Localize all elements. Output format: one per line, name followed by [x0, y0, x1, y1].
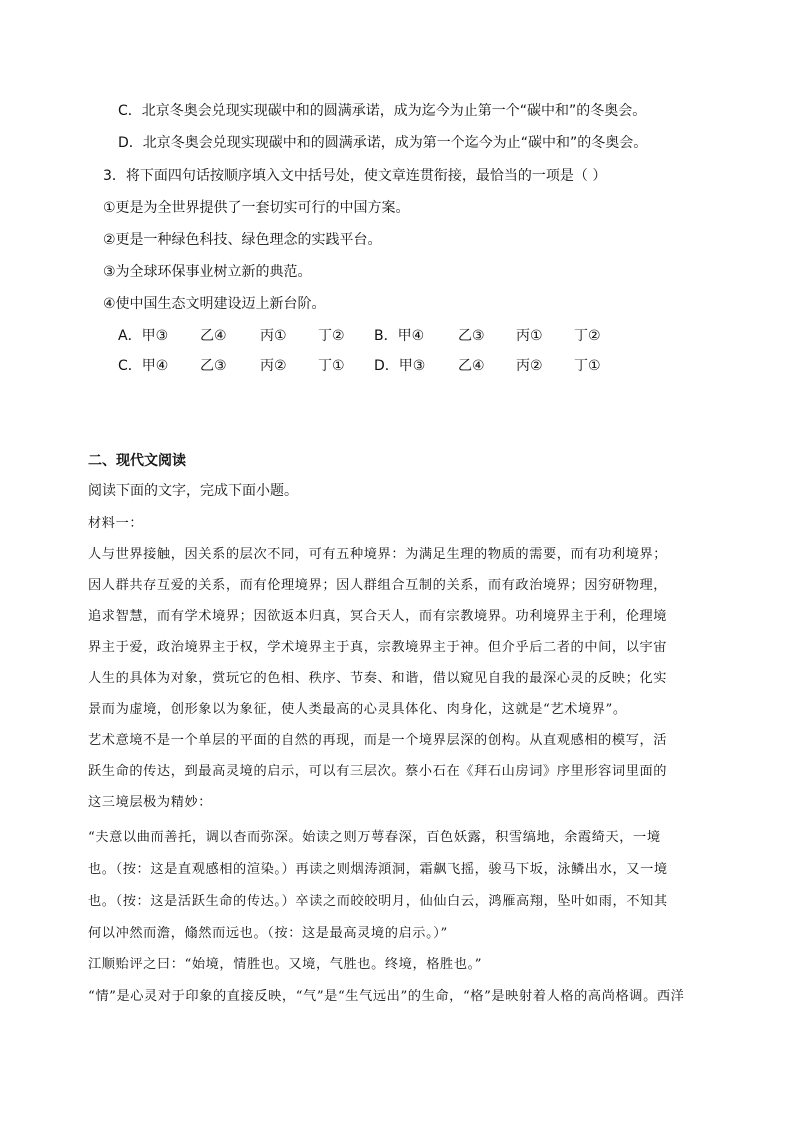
choice-a-bing: 丙① — [260, 328, 287, 344]
material-label: 材料一： — [88, 516, 144, 531]
question3-sentence-1: ①更是为全世界提供了一套切实可行的中国方案。 — [103, 200, 410, 216]
choice-c-label: C．甲④ — [118, 358, 169, 374]
choice-d-bing: 丙② — [516, 358, 543, 374]
choice-b-label: B．甲④ — [374, 328, 425, 344]
passage-line-9: 这三境层极为精妙： — [88, 795, 213, 810]
choice-c-bing: 丙② — [260, 358, 287, 374]
choice-a-label: A．甲③ — [118, 328, 169, 344]
question3-sentence-4: ④使中国生态文明建设迈上新台阶。 — [103, 296, 326, 312]
passage-line-12: 也。（按：这是活跃生命的传达。）卒读之而皎皎明月，仙仙白云，鸿雁高翔，坠叶如雨，不知其 — [88, 894, 668, 909]
passage-line-2: 因人群共存互爱的关系，而有伦理境界；因人群组合互制的关系，而有政治境界；因穷研物理， — [88, 578, 668, 593]
passage-line-13: 何以冲然而澹，翛然而远也。（按：这是最高灵境的启示。）” — [88, 926, 448, 941]
passage-line-6: 景而为虚境，创形象以为象征，使人类最高的心灵具体化、肉身化，这就是“艺术境界”。 — [88, 702, 627, 717]
passage-line-3: 追求智慧，而有学术境界；因欲返本归真，冥合天人，而有宗教境界。功利境界主于利，伦理境 — [88, 609, 668, 624]
question3-stem: 3．将下面四句话按顺序填入文中括号处，使文章连贯衔接，最恰当的一项是（ ） — [103, 168, 607, 184]
question2-option-c: C．北京冬奥会兑现实现碳中和的圆满承诺，成为迄今为止第一个“碳中和”的冬奥会。 — [118, 103, 647, 119]
passage-line-14: 江顺贻评之曰：“始境，情胜也。又境，气胜也。终境，格胜也。” — [88, 957, 483, 972]
choice-b-bing: 丙① — [516, 328, 543, 344]
passage-line-10: “夫意以曲而善托，调以杳而弥深。始读之则万萼春深，百色妖露，积雪缟地，余霞绮天，一境 — [88, 830, 661, 845]
choice-c-ding: 丁① — [318, 358, 345, 374]
passage-line-8: 跃生命的传达，到最高灵境的启示，可以有三层次。蔡小石在《拜石山房词》序里形容词里面的 — [88, 764, 668, 779]
passage-line-4: 界主于爱，政治境界主于权，学术境界主于真，宗教境界主于神。但介乎后二者的中间，以宇宙 — [88, 640, 668, 655]
section-heading: 二、现代文阅读 — [88, 453, 186, 469]
choice-d-ding: 丁① — [574, 358, 601, 374]
choice-d-label: D．甲③ — [374, 358, 426, 374]
passage-line-7: 艺术意境不是一个单层的平面的自然的再现，而是一个境界层深的创构。从直观感相的模写，活 — [88, 733, 668, 748]
question3-sentence-3: ③为全球环保事业树立新的典范。 — [103, 264, 312, 280]
passage-line-15: “情”是心灵对于印象的直接反映，“气”是“生气远出”的生命，“格”是映射着人格的高尚格调。西洋 — [88, 989, 685, 1004]
choice-b-yi: 乙③ — [458, 328, 485, 344]
choice-c-yi: 乙③ — [200, 358, 227, 374]
question2-option-d: D．北京冬奥会兑现实现碳中和的圆满承诺，成为第一个迄今为止“碳中和”的冬奥会。 — [118, 135, 648, 151]
passage-line-1: 人与世界接触，因关系的层次不同，可有五种境界：为满足生理的物质的需要，而有功利境界； — [88, 547, 668, 562]
choice-d-yi: 乙④ — [458, 358, 485, 374]
passage-line-11: 也。（按：这是直观感相的渲染。）再读之则烟涛澒洞，霜飙飞摇，骏马下坂，泳鳞出水，又一境 — [88, 862, 668, 877]
choice-a-ding: 丁② — [318, 328, 345, 344]
question3-sentence-2: ②更是一种绿色科技、绿色理念的实践平台。 — [103, 232, 382, 248]
choice-b-ding: 丁② — [574, 328, 601, 344]
section-instruction: 阅读下面的文字，完成下面小题。 — [88, 483, 298, 499]
choice-a-yi: 乙④ — [200, 328, 227, 344]
passage-line-5: 人生的具体为对象，赏玩它的色相、秩序、节奏、和谐，借以窥见自我的最深心灵的反映；化实 — [88, 671, 668, 686]
